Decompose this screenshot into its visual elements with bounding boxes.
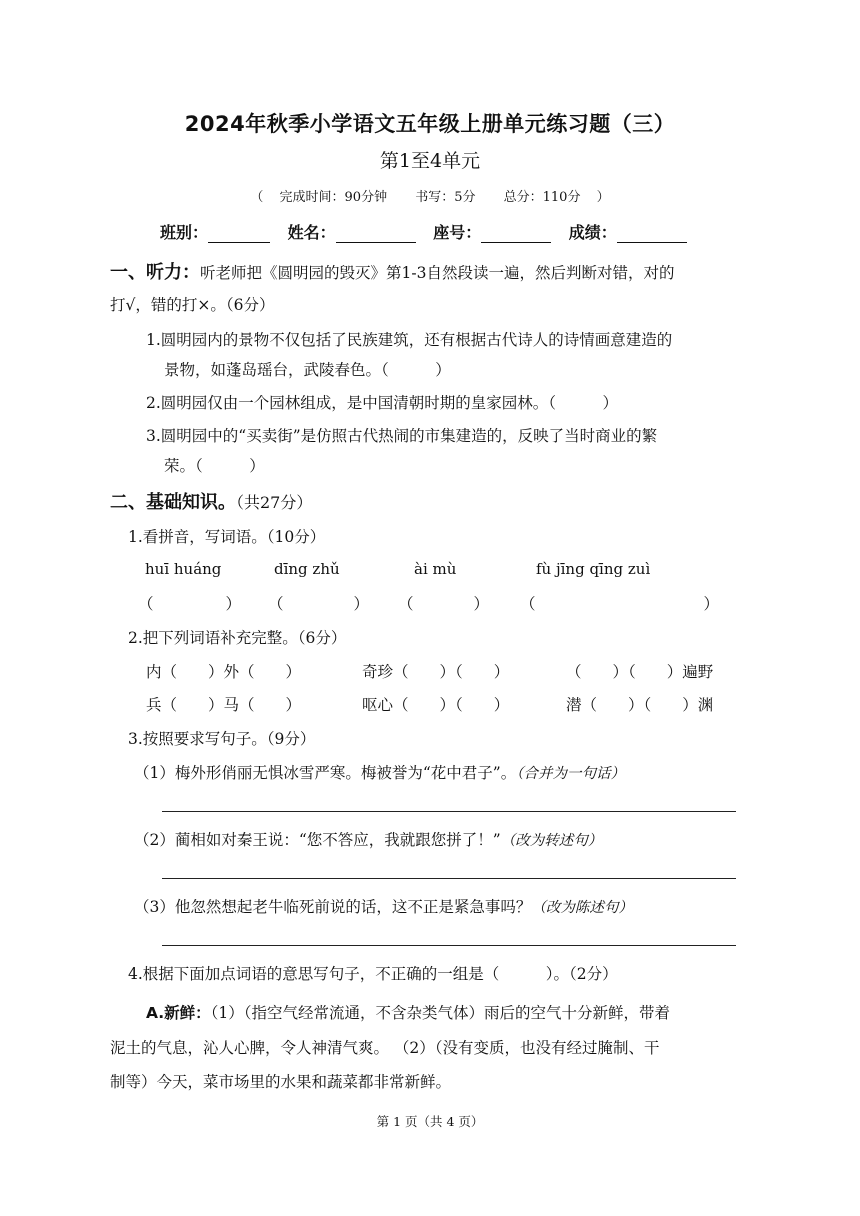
idiom-6: 潜（ ）（ ）渊	[566, 696, 714, 714]
section2-heading: 二、基础知识。	[110, 492, 236, 513]
s2-q4-title: 4.根据下面加点词语的意思写句子，不正确的一组是（ ）。（2分）	[128, 965, 618, 983]
answer-paren-3[interactable]: （ ）	[398, 595, 490, 613]
score-label: 成绩：	[568, 223, 617, 242]
class-blank[interactable]	[208, 226, 270, 243]
sentence-2-text: （2）蔺相如对秦王说：“您不答应，我就跟您拼了！”	[134, 831, 501, 849]
exam-info	[0, 186, 860, 205]
idiom-2: 奇珍（ ）（ ）	[362, 663, 510, 681]
s1-q1-line2: 景物，如蓬岛瑶台，武陵春色。（ ）	[164, 361, 451, 379]
sentence-1	[134, 761, 625, 783]
answer-paren-2[interactable]: （ ）	[268, 595, 370, 613]
score-blank[interactable]	[617, 226, 687, 243]
option-a-label: A.新鲜：	[146, 1004, 211, 1022]
s2-q3-title: 3.按照要求写句子。（9分）	[128, 730, 316, 748]
time-info: 完成时间：90分钟	[279, 190, 388, 205]
pinyin-3: ài mù	[414, 560, 457, 578]
sentence-2-hint: （改为转述句）	[500, 833, 603, 849]
writing-info: 书写：5分	[415, 190, 476, 205]
pinyin-1: huī huáng	[145, 560, 222, 578]
idiom-4: 兵（ ）马（ ）	[146, 696, 302, 714]
answer-line-1[interactable]	[162, 811, 736, 812]
page-title: 2024年秋季小学语文五年级上册单元练习题（三）	[184, 112, 676, 136]
option-a-line2: 泥土的气息，沁人心脾，令人神清气爽。 （2）（没有变质，也没有经过腌制、干	[110, 1039, 660, 1057]
sentence-3-hint: （改为陈述句）	[531, 900, 633, 916]
seat-blank[interactable]	[481, 226, 551, 243]
sentence-1-hint: （合并为一句话）	[516, 766, 625, 782]
page-subtitle: 第1至4单元	[379, 150, 481, 172]
class-label: 班别：	[160, 223, 209, 242]
section1-intro-1: 听老师把《圆明园的毁灭》第1-3自然段读一遍，然后判断对错，对的	[200, 264, 675, 282]
s2-q2-title: 2.把下列词语补充完整。（6分）	[128, 629, 347, 647]
sentence-3-text: （3）他忽然想起老牛临死前说的话，这不正是紧急事吗？	[134, 898, 532, 916]
sentence-1-text: （1）梅外形俏丽无惧冰雪严寒。梅被誉为“花中君子”。	[134, 764, 517, 782]
sentence-2	[134, 828, 602, 850]
answer-paren-4[interactable]: （ ）	[520, 595, 720, 613]
name-blank[interactable]	[336, 226, 416, 243]
pinyin-4: fù jīng qīng zuì	[536, 560, 651, 578]
section2-points: （共27分）	[236, 493, 313, 512]
section1-row	[110, 258, 674, 284]
option-a-line3: 制等）今天，菜市场里的水果和蔬菜都非常新鲜。	[110, 1073, 452, 1091]
s2-q1-title: 1.看拼音，写词语。（10分）	[128, 528, 326, 546]
info-open: （	[250, 190, 264, 205]
s1-q2: 2.圆明园仅由一个园林组成，是中国清朝时期的皇家园林。（ ）	[146, 394, 619, 412]
page-footer: 第 1 页（共 4 页）	[376, 1114, 484, 1129]
section1-intro-2: 打√，错的打×。（6分）	[110, 296, 275, 314]
section2-row	[110, 488, 312, 514]
option-a-line1	[146, 1001, 670, 1023]
answer-line-2[interactable]	[162, 878, 736, 879]
answer-line-3[interactable]	[162, 945, 736, 946]
idiom-5: 呕心（ ）（ ）	[362, 696, 510, 714]
s1-q1-line1: 1.圆明园内的景物不仅包括了民族建筑，还有根据古代诗人的诗情画意建造的	[146, 331, 673, 349]
section1-heading: 一、听力：	[110, 262, 200, 283]
s1-q3-line1: 3.圆明园中的“买卖街”是仿照古代热闹的市集建造的，反映了当时商业的繁	[146, 427, 658, 445]
total-info: 总分：110分	[503, 190, 581, 205]
sentence-3	[134, 895, 633, 917]
answer-paren-1[interactable]: （ ）	[138, 595, 242, 613]
option-a-text-1: （1）（指空气经常流通，不含杂类气体）雨后的空气十分新鲜，带着	[210, 1004, 671, 1022]
idiom-3: （ ）（ ）遍野	[566, 663, 714, 681]
student-fields	[160, 220, 699, 243]
name-label: 姓名：	[287, 223, 336, 242]
pinyin-2: dīng zhǔ	[274, 560, 340, 578]
idiom-1: 内（ ）外（ ）	[146, 663, 302, 681]
s1-q3-line2: 荣。（ ）	[164, 457, 265, 475]
info-close: ）	[596, 190, 610, 205]
seat-label: 座号：	[433, 223, 482, 242]
